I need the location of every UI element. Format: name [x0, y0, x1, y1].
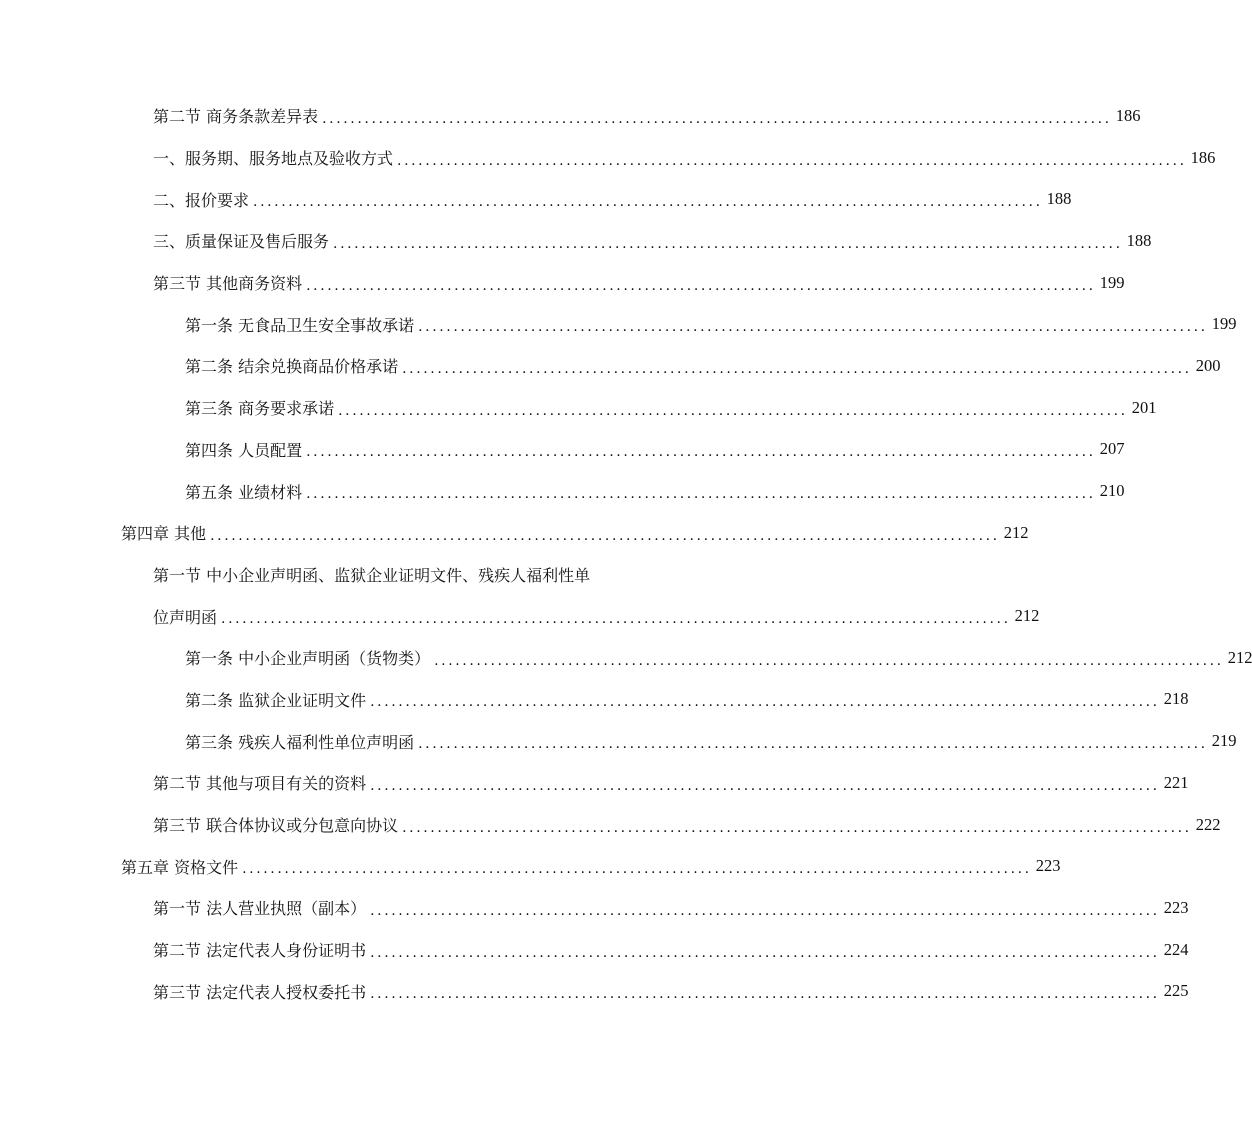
toc-entry-title: 第一条 无食品卫生安全事故承诺 [185, 315, 415, 335]
toc-entry-title: 第三条 残疾人福利性单位声明函 [185, 732, 415, 752]
toc-leader-dots: ................................................................................................................ [418, 736, 1208, 753]
toc-entry[interactable] [0, 345, 1221, 387]
toc-leader-dots: ................................................................................................................ [434, 652, 1224, 669]
toc-leader-dots: ................................................................................................................ [370, 986, 1160, 1003]
toc-entry-title: 第一节 中小企业声明函、监狱企业证明文件、残疾人福利性单 [153, 565, 591, 585]
toc-entry[interactable] [0, 637, 1252, 679]
toc-entry[interactable] [0, 178, 1072, 220]
toc-entry-title: 第三条 商务要求承诺 [185, 399, 335, 419]
toc-leader-dots: ................................................................................................................ [253, 194, 1043, 211]
toc-entry[interactable] [0, 137, 1216, 179]
toc-entry[interactable] [0, 762, 1189, 804]
toc-entry[interactable] [0, 262, 1125, 304]
toc-page-number: 186 [1190, 147, 1216, 167]
toc-leader-dots: ................................................................................................................ [370, 777, 1160, 794]
toc-page-number: 219 [1211, 731, 1237, 751]
toc-entry[interactable] [0, 387, 1157, 429]
toc-leader-dots: ................................................................................................................ [322, 110, 1112, 127]
toc-page-number: 200 [1195, 355, 1221, 375]
toc-entry-title: 第五条 业绩材料 [185, 482, 303, 502]
toc-entry[interactable] [0, 679, 1189, 721]
toc-entry[interactable] [0, 970, 1189, 1012]
toc-leader-dots: ................................................................................................................ [221, 611, 1011, 628]
toc-entry-title: 一、服务期、服务地点及验收方式 [153, 149, 394, 169]
toc-page-number: 223 [1163, 897, 1189, 917]
toc-leader-dots: ................................................................................................................ [370, 694, 1160, 711]
toc-entry[interactable] [0, 929, 1189, 971]
toc-leader-dots: ................................................................................................................ [333, 235, 1123, 252]
toc-page-number: 186 [1115, 105, 1141, 125]
toc-leader-dots: ................................................................................................................ [370, 944, 1160, 961]
toc-leader-dots: ................................................................................................................ [306, 486, 1096, 503]
toc-page-number: 221 [1163, 772, 1189, 792]
toc-entry-title: 第三节 其他商务资料 [153, 274, 303, 294]
toc-leader-dots: ................................................................................................................ [242, 861, 1032, 878]
toc-page-number: 201 [1131, 397, 1157, 417]
toc-page-number: 188 [1126, 230, 1152, 250]
toc-page-number: 225 [1163, 981, 1189, 1001]
toc-entry[interactable] [0, 720, 1237, 762]
toc-entry-title: 第四章 其他 [121, 524, 207, 544]
toc-entry[interactable] [0, 595, 1040, 637]
toc-entry[interactable] [0, 220, 1152, 262]
table-of-contents [0, 95, 1252, 1012]
toc-leader-dots: ................................................................................................................ [338, 402, 1128, 419]
toc-leader-dots: ................................................................................................................ [402, 360, 1192, 377]
toc-page-number: 212 [1227, 647, 1252, 667]
toc-entry-title: 三、质量保证及售后服务 [153, 232, 330, 252]
toc-entry[interactable] [0, 804, 1221, 846]
toc-entry-title: 位声明函 [153, 607, 218, 627]
toc-entry-title: 第三节 联合体协议或分包意向协议 [153, 816, 399, 836]
toc-entry-title: 第四条 人员配置 [185, 440, 303, 460]
toc-page-number: 212 [1003, 522, 1029, 542]
toc-page-number: 199 [1211, 314, 1237, 334]
toc-entry-title: 第二节 法定代表人身份证明书 [153, 941, 367, 961]
toc-entry-title: 第二节 其他与项目有关的资料 [153, 774, 367, 794]
toc-leader-dots: ................................................................................................................ [370, 902, 1160, 919]
toc-entry-title: 第二条 结余兑换商品价格承诺 [185, 357, 399, 377]
toc-leader-dots: ................................................................................................................ [402, 819, 1192, 836]
toc-page-number: 218 [1163, 689, 1189, 709]
toc-page-number: 210 [1099, 481, 1125, 501]
toc-entry[interactable] [0, 512, 1029, 554]
toc-leader-dots: ................................................................................................................ [210, 527, 1000, 544]
toc-entry[interactable] [0, 470, 1125, 512]
toc-entry[interactable] [0, 429, 1125, 471]
toc-entry[interactable] [0, 554, 793, 596]
toc-entry-title: 第三节 法定代表人授权委托书 [153, 982, 367, 1002]
toc-page-number: 188 [1046, 189, 1072, 209]
toc-entry[interactable] [0, 95, 1141, 137]
toc-page-number: 222 [1195, 814, 1221, 834]
toc-leader-dots: ................................................................................................................ [397, 152, 1187, 169]
toc-page-number: 223 [1035, 856, 1061, 876]
toc-page-number: 212 [1014, 606, 1040, 626]
toc-entry[interactable] [0, 303, 1237, 345]
toc-leader-dots: ................................................................................................................ [306, 277, 1096, 294]
toc-page-number: 224 [1163, 939, 1189, 959]
toc-leader-dots: ................................................................................................................ [306, 444, 1096, 461]
toc-page-number: 207 [1099, 439, 1125, 459]
toc-entry-title: 第二条 监狱企业证明文件 [185, 690, 367, 710]
toc-leader-dots: ................................................................................................................ [418, 319, 1208, 336]
toc-entry[interactable] [0, 845, 1061, 887]
toc-page-number: 199 [1099, 272, 1125, 292]
toc-entry[interactable] [0, 887, 1189, 929]
toc-entry-title: 第二节 商务条款差异表 [153, 107, 319, 127]
toc-entry-title: 第一节 法人营业执照（副本） [153, 899, 367, 919]
toc-entry-title: 二、报价要求 [153, 190, 250, 210]
toc-entry-title: 第五章 资格文件 [121, 857, 239, 877]
toc-entry-title: 第一条 中小企业声明函（货物类） [185, 649, 431, 669]
